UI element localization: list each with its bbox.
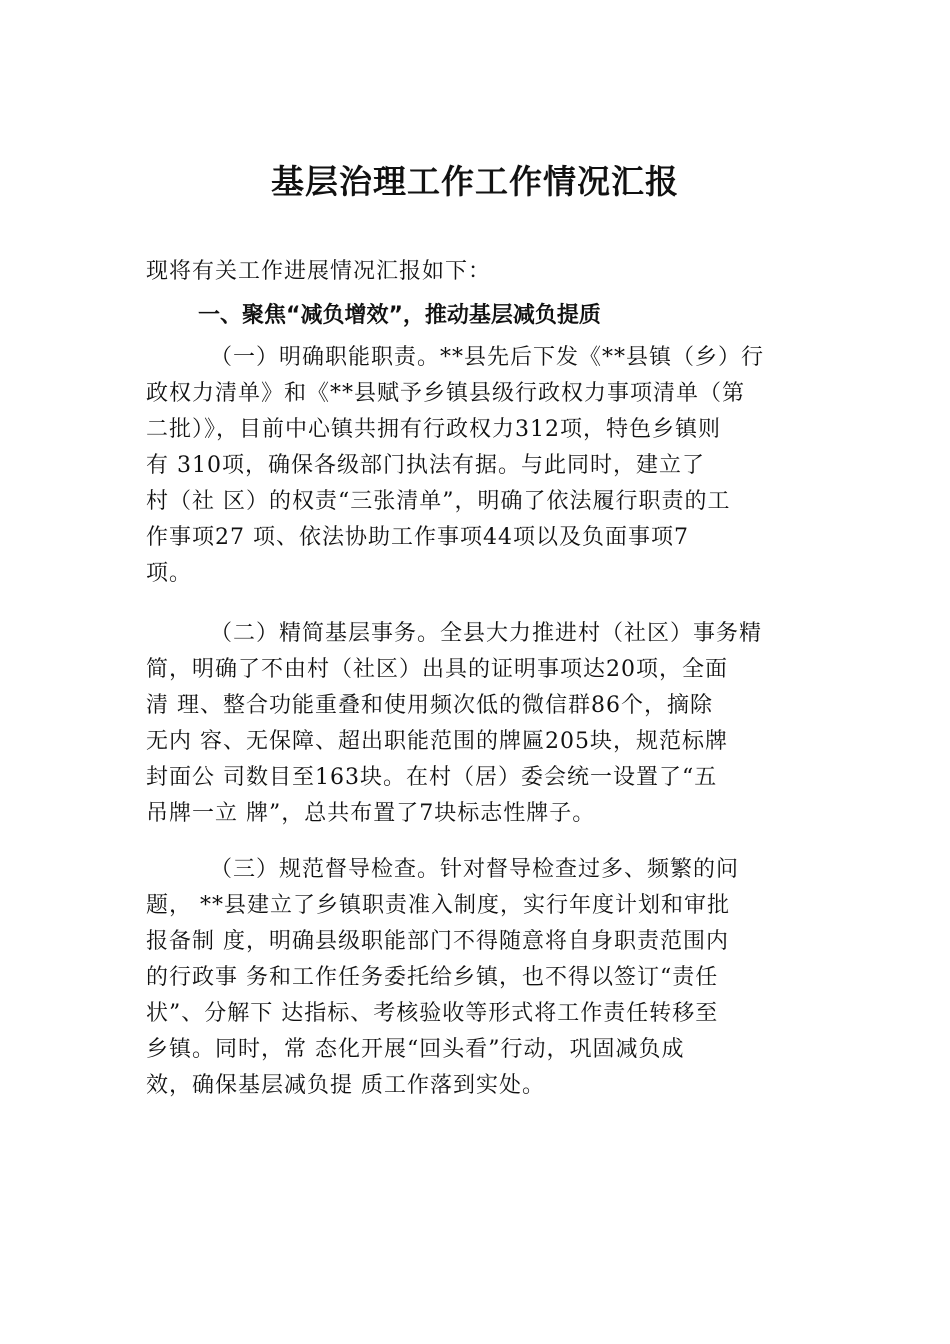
- paragraph-line: 题， **县建立了乡镇职责准入制度，实行年度计划和审批: [146, 893, 730, 918]
- paragraph-line: 无内 容、无保障、超出职能范围的牌匾205块，规范标牌: [146, 729, 728, 754]
- document-title: 基层治理工作工作情况汇报: [271, 162, 679, 201]
- paragraph-line: 报备制 度，明确县级职能部门不得随意将自身职责范围内: [146, 929, 729, 954]
- paragraph-1: [146, 340, 810, 592]
- section-heading: 一、聚焦“减负增效”，推动基层减负提质: [198, 303, 601, 328]
- paragraph-2: [146, 616, 810, 832]
- paragraph-line: 村（社 区）的权责“三张清单”，明确了依法履行职责的工: [146, 489, 731, 514]
- paragraph-line: 二批）》，目前中心镇共拥有行政权力312项，特色乡镇则: [146, 417, 721, 442]
- paragraph-line: 封面公 司数目至163块。在村（居）委会统一设置了“五: [146, 765, 718, 790]
- paragraph-line: 乡镇。同时，常 态化开展“回头看”行动，巩固减负成: [146, 1037, 685, 1062]
- paragraph-line: 效，确保基层减负提 质工作落到实处。: [146, 1073, 545, 1098]
- paragraph-line: 状”、分解下 达指标、考核验收等形式将工作责任转移至: [146, 1001, 719, 1026]
- paragraph-line: 作事项27 项、依法协助工作事项44项以及负面事项7: [146, 525, 689, 550]
- paragraph-line: 清 理、整合功能重叠和使用频次低的微信群86个，摘除: [146, 693, 713, 718]
- intro-text: 现将有关工作进展情况汇报如下：: [146, 259, 492, 284]
- paragraph-3: [146, 852, 810, 1104]
- paragraph-line: 简，明确了不由村（社区）出具的证明事项达20项，全面: [146, 657, 728, 682]
- paragraph-line: （二）精简基层事务。全县大力推进村（社区）事务精: [210, 621, 763, 646]
- paragraph-line: 项。: [146, 561, 193, 586]
- paragraph-line: （三）规范督导检查。针对督导检查过多、频繁的问: [210, 857, 740, 882]
- paragraph-line: 的行政事 务和工作任务委托给乡镇，也不得以签订“责任: [146, 965, 719, 990]
- paragraph-line: 有 310项，确保各级部门执法有据。与此同时，建立了: [146, 453, 705, 478]
- paragraph-line: 政权力清单》和《**县赋予乡镇县级行政权力事项清单（第: [146, 381, 746, 406]
- paragraph-line: （一）明确职能职责。**县先后下发《**县镇（乡）行: [210, 345, 765, 370]
- paragraph-line: 吊牌一立 牌”，总共布置了7块标志性牌子。: [146, 801, 596, 826]
